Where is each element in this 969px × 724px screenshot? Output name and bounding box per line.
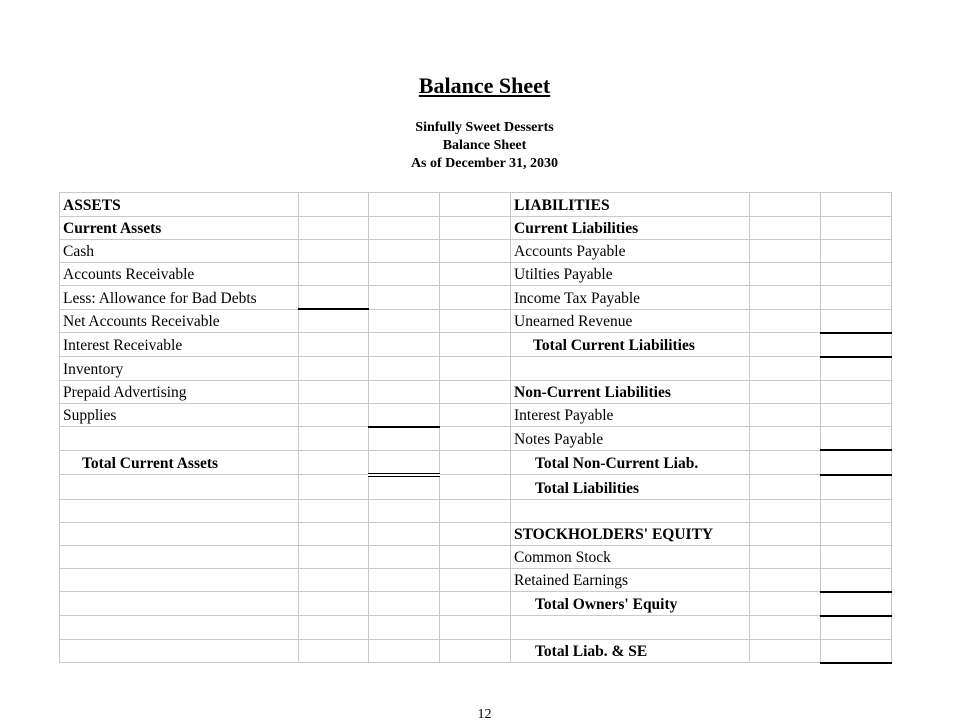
table-row [60,427,892,451]
empty-cell [511,616,750,640]
amount-cell[interactable] [750,545,821,568]
amount-cell[interactable] [299,639,369,663]
amount-cell[interactable] [299,333,369,357]
amount-cell[interactable] [440,333,511,357]
amount-cell[interactable] [440,639,511,663]
amount-cell[interactable] [369,309,440,333]
income-tax-payable-label: Income Tax Payable [511,286,750,310]
notes-payable-label: Notes Payable [511,427,750,451]
amount-cell[interactable] [821,380,892,403]
amount-cell[interactable] [750,639,821,663]
amount-cell[interactable] [821,450,892,475]
amount-cell[interactable] [821,522,892,545]
table-row [60,616,892,640]
amount-cell[interactable] [299,499,369,522]
table-row [60,403,892,427]
amount-cell[interactable] [821,240,892,263]
amount-cell[interactable] [299,309,369,333]
amount-cell[interactable] [369,568,440,592]
amount-cell[interactable] [440,499,511,522]
amount-cell[interactable] [299,263,369,286]
empty-cell [60,592,299,616]
amount-cell[interactable] [440,568,511,592]
empty-cell [511,357,750,381]
amount-cell[interactable] [440,522,511,545]
amount-cell[interactable] [440,450,511,475]
amount-cell[interactable] [821,333,892,357]
current-liabilities-heading: Current Liabilities [511,217,750,240]
amount-cell[interactable] [750,286,821,310]
amount-cell[interactable] [821,263,892,286]
amount-cell[interactable] [369,499,440,522]
empty-cell [60,475,299,500]
noncurrent-liabilities-heading: Non-Current Liabilities [511,380,750,403]
table-row [60,193,892,217]
unearned-revenue-label: Unearned Revenue [511,309,750,333]
table-row [60,357,892,381]
amount-cell[interactable] [750,403,821,427]
amount-cell[interactable] [369,545,440,568]
total-liabilities-label: Total Liabilities [511,475,750,500]
accounts-payable-label: Accounts Payable [511,240,750,263]
amount-cell[interactable] [440,193,511,217]
amount-cell[interactable] [750,592,821,616]
amount-cell[interactable] [750,240,821,263]
amount-cell[interactable] [750,568,821,592]
amount-cell[interactable] [821,616,892,640]
table-row [60,450,892,475]
amount-cell[interactable] [299,545,369,568]
amount-cell[interactable] [299,217,369,240]
liabilities-heading: LIABILITIES [511,193,750,217]
amount-cell[interactable] [369,380,440,403]
utilities-payable-label: Utilties Payable [511,263,750,286]
empty-cell [60,427,299,451]
empty-cell [60,545,299,568]
amount-cell[interactable] [821,639,892,663]
amount-cell[interactable] [750,309,821,333]
total-current-assets-label: Total Current Assets [60,450,299,475]
amount-cell[interactable] [750,522,821,545]
empty-cell [60,522,299,545]
table-row [60,639,892,663]
allowance-label: Less: Allowance for Bad Debts [60,286,299,310]
assets-heading: ASSETS [60,193,299,217]
amount-cell[interactable] [369,616,440,640]
amount-cell[interactable] [440,309,511,333]
net-ar-label: Net Accounts Receivable [60,309,299,333]
amount-cell[interactable] [299,592,369,616]
amount-cell[interactable] [440,403,511,427]
amount-cell[interactable] [750,193,821,217]
table-row [60,592,892,616]
table-row [60,286,892,310]
amount-cell[interactable] [821,309,892,333]
table-row [60,240,892,263]
common-stock-label: Common Stock [511,545,750,568]
amount-cell[interactable] [299,380,369,403]
amount-cell[interactable] [440,592,511,616]
amount-cell[interactable] [750,450,821,475]
interest-payable-label: Interest Payable [511,403,750,427]
total-noncurrent-liabilities-label: Total Non-Current Liab. [511,450,750,475]
amount-cell[interactable] [299,450,369,475]
table-row [60,522,892,545]
retained-earnings-label: Retained Earnings [511,568,750,592]
amount-cell[interactable] [369,403,440,427]
amount-cell[interactable] [821,475,892,500]
table-row [60,217,892,240]
total-current-liabilities-label: Total Current Liabilities [511,333,750,357]
table-row [60,333,892,357]
amount-cell[interactable] [440,240,511,263]
equity-heading: STOCKHOLDERS' EQUITY [511,522,750,545]
amount-cell[interactable] [821,568,892,592]
page-number: 12 [477,707,492,722]
amount-cell[interactable] [821,286,892,310]
amount-cell[interactable] [440,263,511,286]
amount-cell[interactable] [440,217,511,240]
amount-cell[interactable] [369,240,440,263]
amount-cell[interactable] [299,357,369,381]
amount-cell[interactable] [821,217,892,240]
supplies-label: Supplies [60,403,299,427]
amount-cell[interactable] [750,357,821,381]
amount-cell[interactable] [821,403,892,427]
amount-cell[interactable] [369,263,440,286]
cash-label: Cash [60,240,299,263]
amount-cell[interactable] [821,592,892,616]
amount-cell[interactable] [440,357,511,381]
amount-cell[interactable] [440,286,511,310]
empty-cell [60,568,299,592]
amount-cell[interactable] [299,286,369,310]
amount-cell[interactable] [369,522,440,545]
amount-cell[interactable] [750,217,821,240]
amount-cell[interactable] [369,357,440,381]
empty-cell [511,499,750,522]
amount-cell[interactable] [299,568,369,592]
amount-cell[interactable] [750,616,821,640]
amount-cell[interactable] [750,380,821,403]
amount-cell[interactable] [750,427,821,451]
prepaid-advertising-label: Prepaid Advertising [60,380,299,403]
amount-cell[interactable] [299,427,369,451]
amount-cell[interactable] [750,499,821,522]
company-name: Sinfully Sweet Desserts [415,120,554,135]
amount-cell[interactable] [821,193,892,217]
amount-cell[interactable] [821,427,892,451]
current-assets-heading: Current Assets [60,217,299,240]
amount-cell[interactable] [299,616,369,640]
table-row [60,309,892,333]
amount-cell[interactable] [369,193,440,217]
amount-cell[interactable] [821,545,892,568]
table-row [60,545,892,568]
amount-cell[interactable] [299,475,369,500]
amount-cell[interactable] [369,333,440,357]
amount-cell[interactable] [299,240,369,263]
table-row [60,380,892,403]
amount-cell[interactable] [369,217,440,240]
amount-cell[interactable] [821,357,892,381]
empty-cell [60,499,299,522]
amount-cell[interactable] [369,450,440,475]
empty-cell [60,639,299,663]
balance-sheet-table [59,192,892,664]
page-title: Balance Sheet [418,73,551,98]
interest-receivable-label: Interest Receivable [60,333,299,357]
table-row [60,263,892,286]
inventory-label: Inventory [60,357,299,381]
amount-cell[interactable] [440,475,511,500]
amount-cell[interactable] [369,639,440,663]
amount-cell[interactable] [821,499,892,522]
table-row [60,499,892,522]
amount-cell[interactable] [369,427,440,451]
amount-cell[interactable] [369,475,440,500]
amount-cell[interactable] [440,380,511,403]
amount-cell[interactable] [299,403,369,427]
amount-cell[interactable] [369,286,440,310]
amount-cell[interactable] [440,545,511,568]
accounts-receivable-label: Accounts Receivable [60,263,299,286]
amount-cell[interactable] [299,522,369,545]
amount-cell[interactable] [440,616,511,640]
table-row [60,568,892,592]
empty-cell [60,616,299,640]
amount-cell[interactable] [369,592,440,616]
total-liab-se-label: Total Liab. & SE [511,639,750,663]
statement-name: Balance Sheet [442,138,527,153]
amount-cell[interactable] [440,427,511,451]
amount-cell[interactable] [750,263,821,286]
statement-date: As of December 31, 2030 [410,156,559,171]
amount-cell[interactable] [750,475,821,500]
amount-cell[interactable] [750,333,821,357]
amount-cell[interactable] [299,193,369,217]
table-row [60,475,892,500]
total-equity-label: Total Owners' Equity [511,592,750,616]
